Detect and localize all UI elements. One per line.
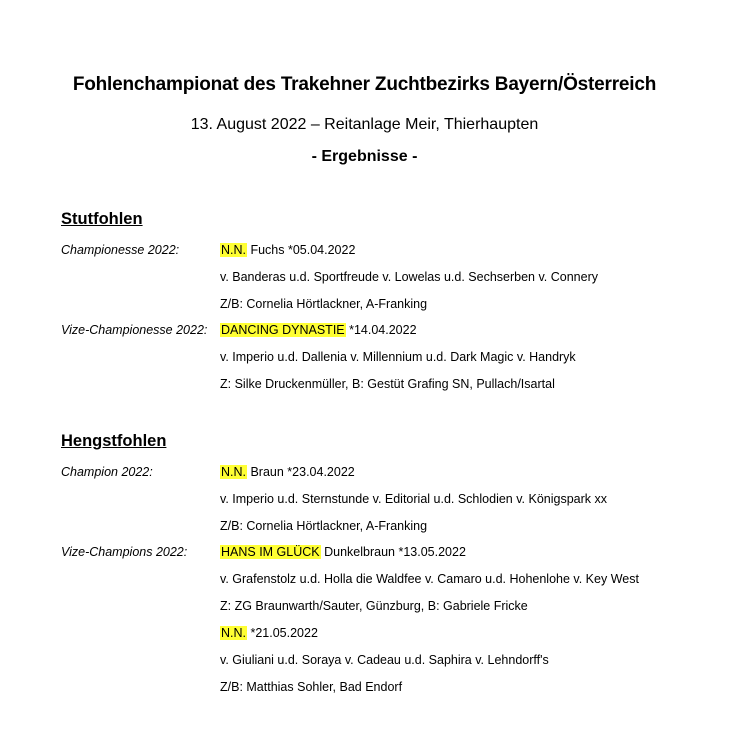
entry-breeder-row — [0, 377, 729, 397]
entry-pedigree: v. Banderas u.d. Sportfreude v. Lowelas u.d. Sechserben v. Connery — [220, 270, 598, 284]
horse-name-highlight: N.N. — [221, 465, 246, 479]
entry-breeder-row — [0, 599, 729, 619]
horse-name-highlight: N.N. — [221, 243, 246, 257]
horse-details: *14.04.2022 — [345, 323, 417, 337]
entry-pedigree-row — [0, 350, 729, 370]
entry-label: Champion 2022: — [61, 465, 153, 479]
entry-breeder: Z/B: Matthias Sohler, Bad Endorf — [220, 680, 403, 694]
horse-details: Fuchs *05.04.2022 — [247, 243, 356, 257]
entry-title-row — [0, 243, 729, 263]
entry-title-row — [0, 323, 729, 343]
entry-pedigree-row — [0, 492, 729, 512]
entry-title-row — [0, 626, 729, 646]
entry-horse — [220, 626, 318, 640]
document-title: Fohlenchampionat des Trakehner Zuchtbezirks Bayern/Österreich — [72, 74, 657, 95]
horse-details: Braun *23.04.2022 — [247, 465, 355, 479]
entry-horse — [220, 545, 466, 559]
entry-pedigree-row — [0, 572, 729, 592]
entry-breeder-row — [0, 680, 729, 700]
entry-pedigree-row — [0, 653, 729, 673]
entry-breeder: Z/B: Cornelia Hörtlackner, A-Franking — [220, 519, 428, 533]
event-date-line: 13. August 2022 – Reitanlage Meir, Thierhaupten — [190, 116, 539, 133]
entry-breeder: Z: ZG Braunwarth/Sauter, Günzburg, B: Gabriele Fricke — [220, 599, 528, 613]
section-heading-hengstfohlen: Hengstfohlen — [61, 432, 167, 450]
entry-pedigree: v. Imperio u.d. Sternstunde v. Editorial u.d. Schlodien v. Königspark xx — [220, 492, 607, 506]
horse-details: *21.05.2022 — [247, 626, 318, 640]
entry-label: Championesse 2022: — [61, 243, 180, 257]
section-heading-stutfohlen: Stutfohlen — [61, 210, 143, 228]
entry-pedigree: v. Giuliani u.d. Soraya v. Cadeau u.d. Saphira v. Lehndorff's — [220, 653, 549, 667]
entry-breeder: Z: Silke Druckenmüller, B: Gestüt Grafing SN, Pullach/Isartal — [220, 377, 555, 391]
entry-horse — [220, 465, 355, 479]
results-label: - Ergebnisse - — [311, 148, 418, 165]
horse-name-highlight: DANCING DYNASTIE — [221, 323, 345, 337]
entry-label: Vize-Championesse 2022: — [61, 323, 208, 337]
entry-title-row — [0, 545, 729, 565]
entry-breeder-row — [0, 297, 729, 317]
entry-label: Vize-Champions 2022: — [61, 545, 188, 559]
horse-name-highlight: N.N. — [221, 626, 246, 640]
entry-pedigree-row — [0, 270, 729, 290]
entry-pedigree: v. Imperio u.d. Dallenia v. Millennium u.d. Dark Magic v. Handryk — [220, 350, 576, 364]
entry-breeder: Z/B: Cornelia Hörtlackner, A-Franking — [220, 297, 428, 311]
horse-name-highlight: HANS IM GLÜCK — [221, 545, 320, 559]
entry-horse — [220, 323, 417, 337]
entry-horse — [220, 243, 355, 257]
entry-pedigree: v. Grafenstolz u.d. Holla die Waldfee v. Camaro u.d. Hohenlohe v. Key West — [220, 572, 639, 586]
entry-title-row — [0, 465, 729, 485]
horse-details: Dunkelbraun *13.05.2022 — [320, 545, 466, 559]
entry-breeder-row — [0, 519, 729, 539]
